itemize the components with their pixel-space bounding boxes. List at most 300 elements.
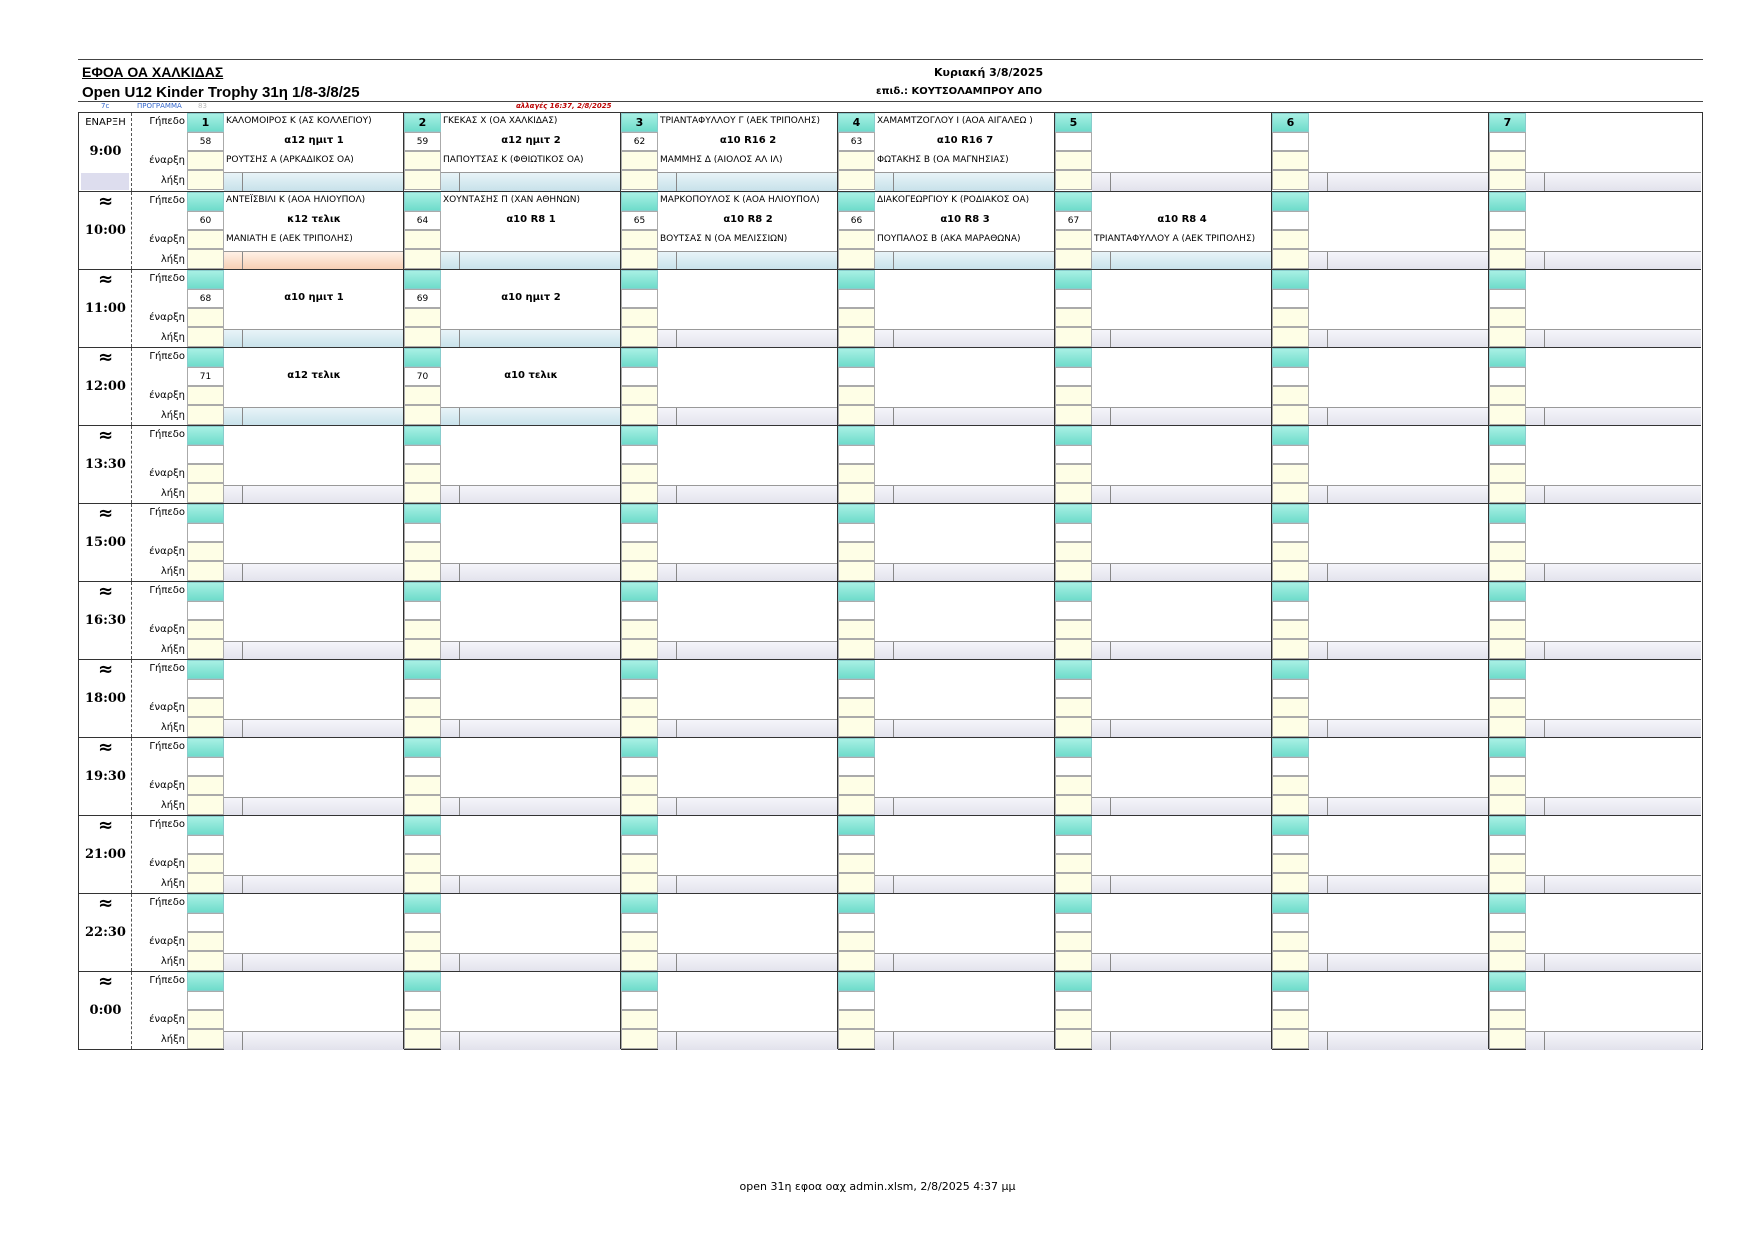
court-cell[interactable]	[1055, 504, 1272, 581]
start-time-box[interactable]	[1272, 308, 1309, 327]
start-time-box[interactable]	[1272, 542, 1309, 561]
end-time-box[interactable]	[404, 483, 441, 503]
start-time-box[interactable]	[621, 308, 658, 327]
start-time-box[interactable]	[1055, 386, 1092, 405]
end-time-box[interactable]	[1489, 561, 1526, 581]
court-cell[interactable]	[621, 660, 838, 737]
start-time-box[interactable]	[838, 308, 875, 327]
end-time-box[interactable]	[1055, 483, 1092, 503]
court-cell[interactable]	[838, 348, 1055, 425]
time-cell	[79, 504, 132, 581]
end-label: λήξη	[160, 488, 185, 499]
court-cell[interactable]	[404, 894, 621, 971]
court-cell[interactable]	[187, 816, 404, 893]
tournament-title: Open U12 Kinder Trophy 31η 1/8-3/8/25	[82, 84, 360, 101]
court-cell[interactable]	[404, 660, 621, 737]
end-time-box[interactable]	[187, 1029, 224, 1049]
court-cell[interactable]	[1272, 582, 1489, 659]
court-cell[interactable]	[1055, 192, 1272, 269]
end-time-box[interactable]	[1489, 405, 1526, 425]
end-time-box[interactable]	[838, 170, 875, 190]
court-divider	[403, 192, 404, 269]
court-cell[interactable]	[1272, 426, 1489, 503]
end-time-box[interactable]	[404, 327, 441, 347]
start-time-box[interactable]	[621, 542, 658, 561]
court-cell[interactable]	[404, 504, 621, 581]
end-time-box[interactable]	[1489, 795, 1526, 815]
end-time-box[interactable]	[187, 951, 224, 971]
start-time-box[interactable]	[1055, 854, 1092, 873]
court-cell[interactable]	[1489, 270, 1701, 347]
start-time-box[interactable]	[1055, 542, 1092, 561]
court-cell[interactable]	[1055, 270, 1272, 347]
end-time-box[interactable]	[187, 717, 224, 737]
start-time-box[interactable]	[404, 620, 441, 639]
court-cell[interactable]	[187, 113, 404, 191]
court-cell[interactable]	[1272, 270, 1489, 347]
court-cell[interactable]	[187, 660, 404, 737]
start-time-box[interactable]	[1272, 698, 1309, 717]
end-time-box[interactable]	[621, 795, 658, 815]
start-time-box[interactable]	[1489, 151, 1526, 170]
match-number: 63	[850, 137, 863, 147]
court-cell[interactable]	[1272, 504, 1489, 581]
end-time-box[interactable]	[1489, 249, 1526, 269]
end-status-bar	[224, 485, 404, 504]
start-time-box[interactable]	[404, 776, 441, 795]
end-status-bar	[441, 329, 621, 348]
court-divider	[403, 348, 404, 425]
court-number-box	[1055, 582, 1092, 601]
court-cell[interactable]	[1055, 894, 1272, 971]
start-time-box[interactable]	[1489, 776, 1526, 795]
start-time-box[interactable]	[621, 698, 658, 717]
start-time-box[interactable]	[1055, 932, 1092, 951]
end-time-box[interactable]	[621, 873, 658, 893]
start-time-box[interactable]	[1055, 151, 1092, 170]
court-cell[interactable]	[1489, 504, 1701, 581]
end-time-box[interactable]	[404, 561, 441, 581]
end-time-box[interactable]	[1489, 873, 1526, 893]
bar-divider	[459, 564, 460, 582]
court-cell[interactable]	[187, 192, 404, 269]
start-time-box[interactable]	[404, 151, 441, 170]
court-cell[interactable]	[1489, 113, 1701, 191]
court-cell[interactable]	[404, 113, 621, 191]
end-time-box[interactable]	[187, 327, 224, 347]
start-time-box[interactable]	[1272, 151, 1309, 170]
court-cell[interactable]	[838, 270, 1055, 347]
start-time-box[interactable]	[621, 464, 658, 483]
start-time-box[interactable]	[1055, 1010, 1092, 1029]
mini-program-link[interactable]: ΠΡΟΓΡΑΜΜΑ	[137, 102, 182, 110]
end-time-box[interactable]	[621, 561, 658, 581]
end-time-box[interactable]	[1489, 170, 1526, 190]
start-time-box[interactable]	[1272, 932, 1309, 951]
end-time-box[interactable]	[1272, 249, 1309, 269]
end-time-box[interactable]	[621, 405, 658, 425]
court-number-box	[1489, 894, 1526, 913]
court-cell[interactable]	[1489, 894, 1701, 971]
court-cell[interactable]	[1489, 738, 1701, 815]
end-time-box[interactable]	[187, 170, 224, 190]
end-time-box[interactable]	[1489, 717, 1526, 737]
start-time-box[interactable]	[621, 620, 658, 639]
start-time-box[interactable]	[1055, 464, 1092, 483]
court-cell[interactable]	[621, 348, 838, 425]
start-time-box[interactable]	[187, 151, 224, 170]
court-cell[interactable]	[838, 582, 1055, 659]
end-time-box[interactable]	[1272, 1029, 1309, 1049]
end-time-box[interactable]	[1272, 639, 1309, 659]
court-cell[interactable]	[404, 348, 621, 425]
end-time-box[interactable]	[1489, 483, 1526, 503]
end-time-box[interactable]	[838, 483, 875, 503]
match-category: κ12 τελικ	[287, 214, 341, 225]
start-time-box[interactable]	[838, 464, 875, 483]
end-time-box[interactable]	[621, 717, 658, 737]
end-time-box[interactable]	[621, 327, 658, 347]
court-cell[interactable]	[404, 816, 621, 893]
start-time-box[interactable]	[404, 542, 441, 561]
court-cell[interactable]	[187, 348, 404, 425]
court-cell[interactable]	[1272, 192, 1489, 269]
end-time-box[interactable]	[1055, 795, 1092, 815]
start-time-box[interactable]	[838, 1010, 875, 1029]
court-cell[interactable]	[621, 270, 838, 347]
end-time-box[interactable]	[838, 639, 875, 659]
start-time-box[interactable]	[187, 854, 224, 873]
end-time-box[interactable]	[1055, 170, 1092, 190]
end-time-box[interactable]	[404, 170, 441, 190]
court-cell[interactable]	[1272, 660, 1489, 737]
court-cell[interactable]	[1489, 192, 1701, 269]
end-time-box[interactable]	[1055, 327, 1092, 347]
start-time-box[interactable]	[1489, 386, 1526, 405]
end-time-box[interactable]	[1272, 170, 1309, 190]
court-cell[interactable]	[621, 816, 838, 893]
court-cell[interactable]	[1272, 738, 1489, 815]
end-time-box[interactable]	[1055, 405, 1092, 425]
court-cell[interactable]	[838, 816, 1055, 893]
start-time-box[interactable]	[838, 854, 875, 873]
start-time-box[interactable]	[1489, 1010, 1526, 1029]
start-time-box[interactable]	[404, 854, 441, 873]
court-cell[interactable]	[621, 192, 838, 269]
court-cell[interactable]	[838, 113, 1055, 191]
end-time-box[interactable]	[838, 795, 875, 815]
end-time-box[interactable]	[1272, 717, 1309, 737]
court-cell[interactable]	[1055, 426, 1272, 503]
end-time-box[interactable]	[404, 639, 441, 659]
court-cell[interactable]	[1489, 426, 1701, 503]
start-time-box[interactable]	[1272, 776, 1309, 795]
court-cell[interactable]	[1272, 113, 1489, 191]
bar-divider	[242, 642, 243, 660]
start-time-box[interactable]	[187, 620, 224, 639]
end-time-box[interactable]	[838, 951, 875, 971]
start-time-box[interactable]	[621, 932, 658, 951]
start-time-box[interactable]	[838, 151, 875, 170]
court-divider	[1054, 816, 1055, 893]
end-time-box[interactable]	[621, 639, 658, 659]
court-cell[interactable]	[1055, 660, 1272, 737]
end-time-box[interactable]	[838, 405, 875, 425]
end-time-box[interactable]	[838, 561, 875, 581]
start-time-box[interactable]	[838, 542, 875, 561]
start-time-box[interactable]	[187, 542, 224, 561]
end-time-box[interactable]	[1272, 795, 1309, 815]
end-status-bar	[1526, 719, 1701, 738]
end-time-box[interactable]	[1055, 1029, 1092, 1049]
start-time-box[interactable]	[838, 776, 875, 795]
start-time-box[interactable]	[621, 386, 658, 405]
start-time-box[interactable]	[838, 620, 875, 639]
court-cell[interactable]	[1272, 894, 1489, 971]
end-status-bar	[658, 797, 838, 816]
bar-divider	[1110, 642, 1111, 660]
end-time-box[interactable]	[1055, 639, 1092, 659]
end-time-box[interactable]	[187, 639, 224, 659]
end-time-box[interactable]	[621, 951, 658, 971]
end-time-box[interactable]	[838, 327, 875, 347]
bar-divider	[1544, 173, 1545, 191]
match-number-box	[1272, 289, 1309, 308]
end-status-bar	[1092, 329, 1272, 348]
end-time-box[interactable]	[1272, 951, 1309, 971]
start-time-box[interactable]	[1489, 230, 1526, 249]
court-cell[interactable]	[621, 504, 838, 581]
end-time-box[interactable]	[838, 873, 875, 893]
end-time-box[interactable]	[187, 795, 224, 815]
court-cell[interactable]	[621, 113, 838, 191]
court-label: Γήπεδο	[149, 351, 185, 362]
end-time-box[interactable]	[1272, 405, 1309, 425]
start-time-box[interactable]	[1272, 854, 1309, 873]
end-time-box[interactable]	[187, 483, 224, 503]
end-time-box[interactable]	[1055, 873, 1092, 893]
start-time-box[interactable]	[187, 386, 224, 405]
start-time-box[interactable]	[1489, 932, 1526, 951]
start-time-box[interactable]	[1489, 620, 1526, 639]
court-cell[interactable]	[1489, 816, 1701, 893]
end-time-box[interactable]	[1055, 717, 1092, 737]
start-time-box[interactable]	[404, 230, 441, 249]
player-two: ΤΡΙΑΝΤΑΦΥΛΛΟΥ Α (ΑΕΚ ΤΡΙΠΟΛΗΣ)	[1094, 234, 1256, 244]
start-time-box[interactable]	[838, 698, 875, 717]
court-cell[interactable]	[838, 192, 1055, 269]
court-cell[interactable]	[404, 582, 621, 659]
start-time-box[interactable]	[404, 386, 441, 405]
start-time-box[interactable]	[621, 854, 658, 873]
slot-time: 0:00	[89, 1003, 122, 1018]
court-cell[interactable]	[404, 270, 621, 347]
court-number-box	[1055, 504, 1092, 523]
end-time-box[interactable]	[404, 795, 441, 815]
court-cell[interactable]	[187, 972, 404, 1049]
end-time-box[interactable]	[1272, 873, 1309, 893]
court-cell[interactable]	[1489, 660, 1701, 737]
end-time-box[interactable]	[838, 1029, 875, 1049]
start-time-box[interactable]	[1272, 230, 1309, 249]
court-cell[interactable]	[187, 426, 404, 503]
court-cell[interactable]	[838, 738, 1055, 815]
match-number-box	[1489, 211, 1526, 230]
start-time-box[interactable]	[404, 464, 441, 483]
end-time-box[interactable]	[1272, 561, 1309, 581]
court-cell[interactable]	[621, 972, 838, 1049]
court-cell[interactable]	[621, 894, 838, 971]
court-cell[interactable]	[187, 270, 404, 347]
start-time-box[interactable]	[1055, 776, 1092, 795]
start-time-box[interactable]	[621, 776, 658, 795]
court-cell[interactable]	[1272, 348, 1489, 425]
court-cell[interactable]	[1489, 582, 1701, 659]
start-time-box[interactable]	[838, 386, 875, 405]
court-cell[interactable]	[404, 738, 621, 815]
court-cell[interactable]	[838, 894, 1055, 971]
start-time-box[interactable]	[1489, 698, 1526, 717]
start-time-box[interactable]	[1272, 464, 1309, 483]
court-cell[interactable]	[1055, 582, 1272, 659]
end-time-box[interactable]	[1055, 249, 1092, 269]
end-time-box[interactable]	[838, 717, 875, 737]
end-time-box[interactable]	[187, 249, 224, 269]
start-time-box[interactable]	[404, 932, 441, 951]
court-cell[interactable]	[187, 894, 404, 971]
start-time-box[interactable]	[187, 230, 224, 249]
start-time-box[interactable]	[404, 308, 441, 327]
start-time-box[interactable]	[187, 464, 224, 483]
bar-divider	[242, 173, 243, 191]
start-time-box[interactable]	[621, 1010, 658, 1029]
end-time-box[interactable]	[1272, 327, 1309, 347]
start-time-box[interactable]	[1272, 386, 1309, 405]
match-category: α10 R8 3	[940, 214, 990, 225]
court-number-box	[621, 348, 658, 367]
start-time-box[interactable]	[1489, 464, 1526, 483]
start-time-box[interactable]	[404, 698, 441, 717]
start-time-box[interactable]	[621, 230, 658, 249]
court-cell[interactable]	[404, 972, 621, 1049]
end-label: λήξη	[160, 800, 185, 811]
court-cell[interactable]	[1489, 972, 1701, 1049]
court-cell[interactable]	[1055, 738, 1272, 815]
court-divider	[837, 738, 838, 815]
start-time-box[interactable]	[838, 230, 875, 249]
court-cell[interactable]	[1055, 816, 1272, 893]
end-time-box[interactable]	[404, 873, 441, 893]
footer-filename: open 31η εφοα οαχ admin.xlsm, 2/8/2025 4:37 μμ	[739, 1180, 1016, 1193]
start-time-box[interactable]	[187, 698, 224, 717]
start-time-box[interactable]	[187, 932, 224, 951]
end-time-box[interactable]	[404, 951, 441, 971]
start-time-box[interactable]	[187, 776, 224, 795]
match-number-box	[404, 132, 441, 151]
court-cell[interactable]	[1272, 816, 1489, 893]
start-time-box[interactable]	[404, 1010, 441, 1029]
time-filler	[81, 173, 129, 190]
start-time-box[interactable]	[1055, 698, 1092, 717]
match-number: 58	[199, 137, 212, 147]
court-cell[interactable]	[1055, 113, 1272, 191]
match-category: α10 R16 2	[719, 135, 777, 146]
court-cell[interactable]	[1272, 972, 1489, 1049]
start-time-box[interactable]	[1489, 854, 1526, 873]
approx-icon: ≈	[97, 659, 114, 680]
end-time-box[interactable]	[838, 249, 875, 269]
court-cell[interactable]	[838, 660, 1055, 737]
start-time-box[interactable]	[1272, 1010, 1309, 1029]
court-number-box	[1489, 660, 1526, 679]
end-time-box[interactable]	[621, 249, 658, 269]
start-time-box[interactable]	[1055, 308, 1092, 327]
end-time-box[interactable]	[1055, 561, 1092, 581]
end-status-bar	[658, 251, 838, 270]
court-cell[interactable]	[404, 426, 621, 503]
court-cell[interactable]	[187, 504, 404, 581]
start-time-box[interactable]	[1272, 620, 1309, 639]
start-time-box[interactable]	[187, 308, 224, 327]
end-time-box[interactable]	[1489, 951, 1526, 971]
start-time-box[interactable]	[1489, 542, 1526, 561]
end-time-box[interactable]	[621, 483, 658, 503]
court-cell[interactable]	[187, 582, 404, 659]
court-cell[interactable]	[838, 426, 1055, 503]
court-divider	[1054, 972, 1055, 1049]
start-time-box[interactable]	[1055, 620, 1092, 639]
court-number-box	[838, 270, 875, 289]
court-cell[interactable]	[621, 738, 838, 815]
court-cell[interactable]	[1055, 972, 1272, 1049]
court-cell[interactable]	[621, 426, 838, 503]
start-time-box[interactable]	[1489, 308, 1526, 327]
start-time-box[interactable]	[621, 151, 658, 170]
court-cell[interactable]	[621, 582, 838, 659]
court-cell[interactable]	[187, 738, 404, 815]
start-label: έναρξη	[149, 390, 185, 401]
end-time-box[interactable]	[1489, 639, 1526, 659]
court-cell[interactable]	[1055, 348, 1272, 425]
end-time-box[interactable]	[621, 170, 658, 190]
end-time-box[interactable]	[621, 1029, 658, 1049]
start-time-box[interactable]	[1055, 230, 1092, 249]
start-time-box[interactable]	[838, 932, 875, 951]
slot-time: 10:00	[85, 223, 126, 238]
end-time-box[interactable]	[404, 405, 441, 425]
end-time-box[interactable]	[1489, 1029, 1526, 1049]
start-label: έναρξη	[149, 312, 185, 323]
court-cell[interactable]	[838, 504, 1055, 581]
court-cell[interactable]	[838, 972, 1055, 1049]
end-time-box[interactable]	[404, 249, 441, 269]
end-time-box[interactable]	[187, 561, 224, 581]
end-time-box[interactable]	[187, 405, 224, 425]
match-number-box	[1055, 289, 1092, 308]
end-time-box[interactable]	[404, 717, 441, 737]
end-time-box[interactable]	[1489, 327, 1526, 347]
end-time-box[interactable]	[1055, 951, 1092, 971]
court-divider	[1488, 504, 1489, 581]
end-time-box[interactable]	[187, 873, 224, 893]
court-number-box	[404, 972, 441, 991]
court-cell[interactable]	[404, 192, 621, 269]
end-time-box[interactable]	[1272, 483, 1309, 503]
start-time-box[interactable]	[187, 1010, 224, 1029]
match-number-box	[621, 445, 658, 464]
end-time-box[interactable]	[404, 1029, 441, 1049]
court-cell[interactable]	[1489, 348, 1701, 425]
